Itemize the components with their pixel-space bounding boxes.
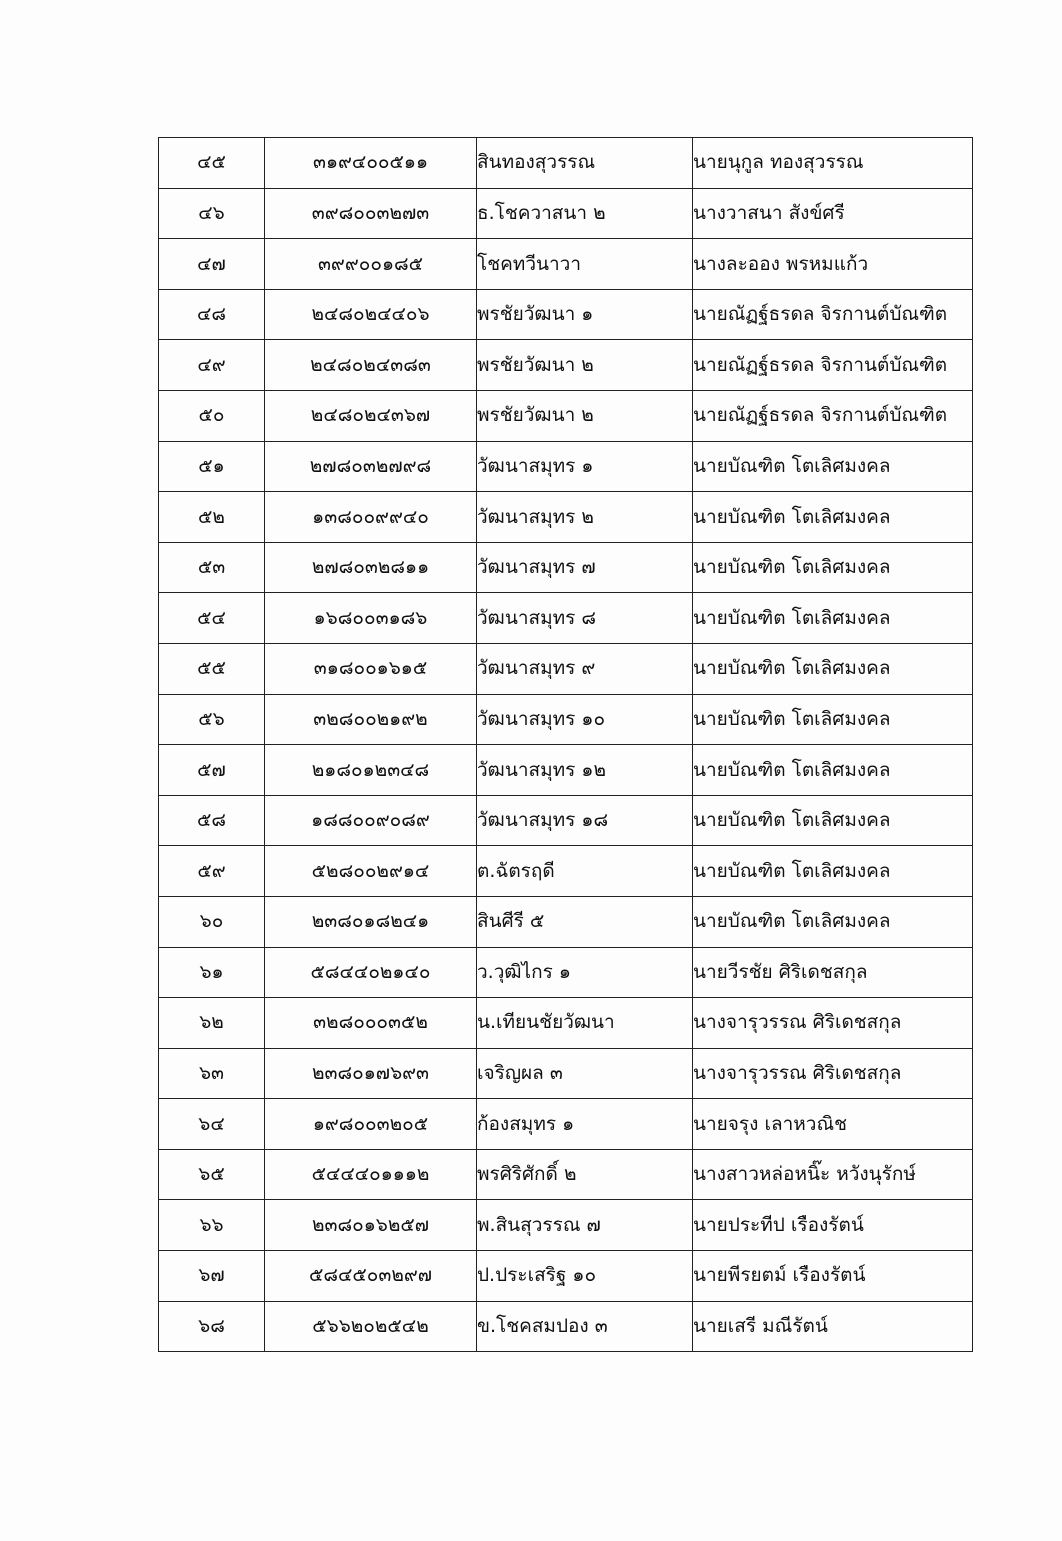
row-number-cell: ๔๗	[159, 239, 265, 290]
owner-name-cell: นายณัฏฐ์ธรดล จิรกานต์บัณฑิต	[693, 390, 973, 441]
row-number-cell: ๕๕	[159, 643, 265, 694]
table-row	[159, 340, 973, 391]
owner-name-cell: นายบัณฑิต โตเลิศมงคล	[693, 441, 973, 492]
boat-name-cell: พ.สินสุวรรณ ๗	[477, 1200, 693, 1251]
table-row	[159, 1200, 973, 1251]
table-row	[159, 795, 973, 846]
table-row	[159, 694, 973, 745]
owner-name-cell: นายเสรี มณีรัตน์	[693, 1301, 973, 1352]
table-row	[159, 1149, 973, 1200]
owner-name-cell: นางวาสนา สังข์ศรี	[693, 188, 973, 239]
row-number-cell: ๕๗	[159, 745, 265, 796]
boat-name-cell: วัฒนาสมุทร ๑๒	[477, 745, 693, 796]
owner-name-cell: นายบัณฑิต โตเลิศมงคล	[693, 643, 973, 694]
row-number-cell: ๔๕	[159, 138, 265, 189]
boat-name-cell: สินทองสุวรรณ	[477, 138, 693, 189]
row-number-cell: ๕๔	[159, 593, 265, 644]
row-number-cell: ๖๘	[159, 1301, 265, 1352]
table-row	[159, 390, 973, 441]
registration-number-cell: ๒๔๘๐๒๔๔๐๖	[265, 289, 477, 340]
boat-name-cell: ต.ฉัตรฤดี	[477, 846, 693, 897]
owner-name-cell: นายบัณฑิต โตเลิศมงคล	[693, 593, 973, 644]
registration-number-cell: ๓๙๙๐๐๑๘๕	[265, 239, 477, 290]
boat-name-cell: พรศิริศักดิ์ ๒	[477, 1149, 693, 1200]
registration-number-cell: ๕๖๖๒๐๒๕๔๒	[265, 1301, 477, 1352]
table-row	[159, 138, 973, 189]
row-number-cell: ๖๗	[159, 1251, 265, 1302]
registration-number-cell: ๓๑๘๐๐๑๖๑๕	[265, 643, 477, 694]
registration-number-cell: ๓๑๙๔๐๐๕๑๑	[265, 138, 477, 189]
table-row	[159, 441, 973, 492]
table-row	[159, 1099, 973, 1150]
boat-name-cell: โชคทวีนาวา	[477, 239, 693, 290]
owner-name-cell: นางจารุวรรณ ศิริเดชสกุล	[693, 1048, 973, 1099]
boat-name-cell: วัฒนาสมุทร ๑๘	[477, 795, 693, 846]
boat-name-cell: วัฒนาสมุทร ๙	[477, 643, 693, 694]
row-number-cell: ๕๙	[159, 846, 265, 897]
owner-name-cell: นายบัณฑิต โตเลิศมงคล	[693, 492, 973, 543]
registration-number-cell: ๒๔๘๐๒๔๓๘๓	[265, 340, 477, 391]
table-row	[159, 896, 973, 947]
table-row	[159, 998, 973, 1049]
table-row	[159, 188, 973, 239]
registration-number-cell: ๑๓๘๐๐๙๙๔๐	[265, 492, 477, 543]
table-row	[159, 745, 973, 796]
row-number-cell: ๔๘	[159, 289, 265, 340]
table-row	[159, 1301, 973, 1352]
table-row	[159, 947, 973, 998]
row-number-cell: ๖๕	[159, 1149, 265, 1200]
registration-number-cell: ๑๖๘๐๐๓๑๘๖	[265, 593, 477, 644]
table-row	[159, 239, 973, 290]
owner-name-cell: นายบัณฑิต โตเลิศมงคล	[693, 795, 973, 846]
owner-name-cell: นายณัฏฐ์ธรดล จิรกานต์บัณฑิต	[693, 289, 973, 340]
boat-registry-table	[158, 137, 973, 1352]
row-number-cell: ๖๔	[159, 1099, 265, 1150]
row-number-cell: ๖๓	[159, 1048, 265, 1099]
registration-number-cell: ๒๔๘๐๒๔๓๖๗	[265, 390, 477, 441]
row-number-cell: ๕๖	[159, 694, 265, 745]
registration-number-cell: ๒๑๘๐๑๒๓๔๘	[265, 745, 477, 796]
owner-name-cell: นายบัณฑิต โตเลิศมงคล	[693, 846, 973, 897]
boat-name-cell: พรชัยวัฒนา ๑	[477, 289, 693, 340]
table-row	[159, 289, 973, 340]
registration-number-cell: ๒๓๘๐๑๗๖๙๓	[265, 1048, 477, 1099]
owner-name-cell: นายวีรชัย ศิริเดชสกุล	[693, 947, 973, 998]
registration-number-cell: ๒๓๘๐๑๖๒๕๗	[265, 1200, 477, 1251]
row-number-cell: ๖๑	[159, 947, 265, 998]
registration-number-cell: ๕๘๔๕๐๓๒๙๗	[265, 1251, 477, 1302]
row-number-cell: ๔๖	[159, 188, 265, 239]
table-row	[159, 492, 973, 543]
owner-name-cell: นายประทีป เรืองรัตน์	[693, 1200, 973, 1251]
table-row	[159, 542, 973, 593]
boat-name-cell: ธ.โชควาสนา ๒	[477, 188, 693, 239]
table-row	[159, 1048, 973, 1099]
boat-name-cell: ว.วุฒิไกร ๑	[477, 947, 693, 998]
boat-name-cell: ป.ประเสริฐ ๑๐	[477, 1251, 693, 1302]
registration-number-cell: ๒๗๘๐๓๒๗๙๘	[265, 441, 477, 492]
boat-name-cell: วัฒนาสมุทร ๑	[477, 441, 693, 492]
boat-name-cell: เจริญผล ๓	[477, 1048, 693, 1099]
registration-number-cell: ๒๗๘๐๓๒๘๑๑	[265, 542, 477, 593]
boat-name-cell: พรชัยวัฒนา ๒	[477, 390, 693, 441]
owner-name-cell: นายบัณฑิต โตเลิศมงคล	[693, 896, 973, 947]
table-row	[159, 846, 973, 897]
registration-number-cell: ๕๔๔๔๐๑๑๑๒	[265, 1149, 477, 1200]
row-number-cell: ๖๖	[159, 1200, 265, 1251]
owner-name-cell: นายจรุง เลาหวณิช	[693, 1099, 973, 1150]
table-row	[159, 1251, 973, 1302]
row-number-cell: ๕๐	[159, 390, 265, 441]
boat-name-cell: ข.โชคสมปอง ๓	[477, 1301, 693, 1352]
owner-name-cell: นายบัณฑิต โตเลิศมงคล	[693, 542, 973, 593]
boat-name-cell: ก้องสมุทร ๑	[477, 1099, 693, 1150]
boat-name-cell: วัฒนาสมุทร ๗	[477, 542, 693, 593]
owner-name-cell: นายบัณฑิต โตเลิศมงคล	[693, 745, 973, 796]
registration-number-cell: ๓๙๘๐๐๓๒๗๓	[265, 188, 477, 239]
table-body	[159, 138, 973, 1352]
owner-name-cell: นายณัฏฐ์ธรดล จิรกานต์บัณฑิต	[693, 340, 973, 391]
boat-name-cell: สินศีรี ๕	[477, 896, 693, 947]
boat-name-cell: วัฒนาสมุทร ๑๐	[477, 694, 693, 745]
row-number-cell: ๕๓	[159, 542, 265, 593]
registration-number-cell: ๓๒๘๐๐๒๑๙๒	[265, 694, 477, 745]
owner-name-cell: นางสาวหล่อหนิ๊ะ หวังนุรักษ์	[693, 1149, 973, 1200]
table-row	[159, 593, 973, 644]
boat-name-cell: วัฒนาสมุทร ๒	[477, 492, 693, 543]
registration-number-cell: ๑๙๘๐๐๓๒๐๕	[265, 1099, 477, 1150]
owner-name-cell: นางละออง พรหมแก้ว	[693, 239, 973, 290]
owner-name-cell: นายพีรยตม์ เรืองรัตน์	[693, 1251, 973, 1302]
row-number-cell: ๖๐	[159, 896, 265, 947]
registration-number-cell: ๕๘๔๔๐๒๑๔๐	[265, 947, 477, 998]
registration-number-cell: ๕๒๘๐๐๒๙๑๔	[265, 846, 477, 897]
boat-name-cell: วัฒนาสมุทร ๘	[477, 593, 693, 644]
row-number-cell: ๕๒	[159, 492, 265, 543]
row-number-cell: ๖๒	[159, 998, 265, 1049]
row-number-cell: ๔๙	[159, 340, 265, 391]
registration-number-cell: ๓๒๘๐๐๐๓๕๒	[265, 998, 477, 1049]
registration-number-cell: ๒๓๘๐๑๘๒๔๑	[265, 896, 477, 947]
boat-name-cell: น.เทียนชัยวัฒนา	[477, 998, 693, 1049]
row-number-cell: ๕๘	[159, 795, 265, 846]
owner-name-cell: นายบัณฑิต โตเลิศมงคล	[693, 694, 973, 745]
row-number-cell: ๕๑	[159, 441, 265, 492]
registration-number-cell: ๑๘๘๐๐๙๐๘๙	[265, 795, 477, 846]
boat-name-cell: พรชัยวัฒนา ๒	[477, 340, 693, 391]
owner-name-cell: นางจารุวรรณ ศิริเดชสกุล	[693, 998, 973, 1049]
table-row	[159, 643, 973, 694]
owner-name-cell: นายนุกูล ทองสุวรรณ	[693, 138, 973, 189]
